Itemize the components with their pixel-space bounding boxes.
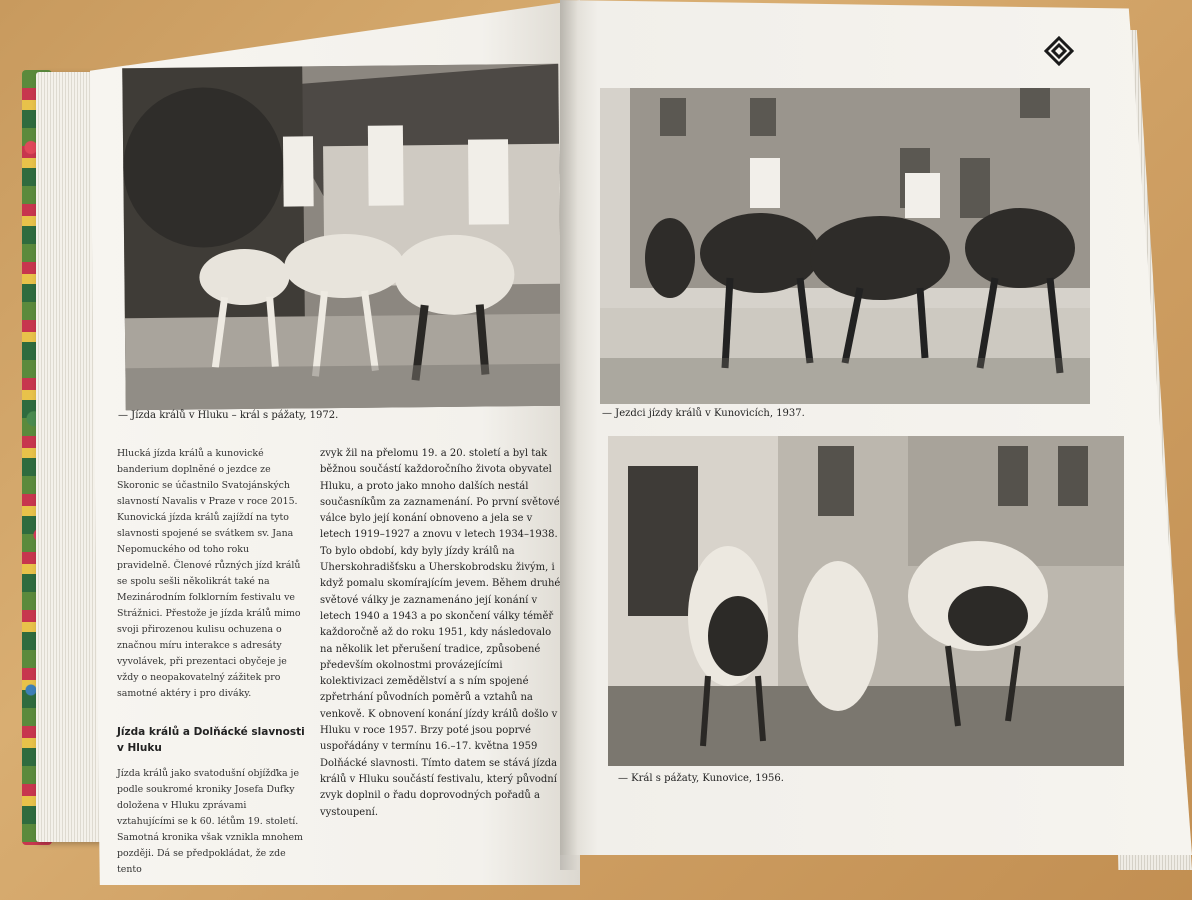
paragraph-dufka: Jízda králů jako svatodušní objížďka je podle soukromé kroniky Josefa Dufky doložena v Hluku zprávami vztahujícími se k 60. létům 19. století. Samotná kronika však vznikla mnohem později. Dá se předpokládat, že zde tento	[117, 768, 303, 875]
photo-caption-1937: — Jezdci jízdy králů v Kunovicích, 1937.	[602, 408, 805, 419]
text-column-2	[320, 446, 566, 821]
photo-kunovice-king-1956	[608, 436, 1124, 766]
section-heading: Jízda králů a Dolňácké slavnosti v Hluku	[117, 726, 305, 754]
photo-caption-1956: — Král s pážaty, Kunovice, 1956.	[618, 773, 784, 784]
photo-hluk-king-1972	[122, 64, 562, 411]
text-column-1	[117, 446, 305, 878]
paragraph-history: zvyk žil na přelomu 19. a 20. století a byl tak běžnou součástí každoročního života obyvatel Hluku, a proto jako mnoho dalších nestál současníkům za zaznamenání. Po první světové válce bylo její konání obnoveno a jela se v letech 1919–1927 a znovu v letech 1934–1938. To bylo období, kdy byly jízdy králů na Uherskohradišťsku a Uherskobrodsku živým, i když pomalu skomírajícím jevem. Během druhé světové války je zaznamenáno její konání v letech 1940 a 1943 a po skončení války téměř každoročně až do roku 1951, kdy následovalo na několik let přerušení tradice, způsobené především okolnostmi provázejícími kolektivizaci zemědělství a s ním spojené zpřetrhání původních poměrů a vztahů na venkově. K obnovení konání jízdy králů došlo v Hluku v roce 1957. Brzy poté jsou poprvé uspořádány v termínu 16.–17. května 1959 Dolňácké slavnosti. Tímto datem se stává jízda králů v Hluku součástí festivalu, který původní zvyk doplnil o řadu doprovodných pořadů a vystoupení.	[320, 448, 561, 818]
paragraph-navalis: Hlucká jízda králů a kunovické banderium doplněné o jezdce ze Skoronic se účastnilo Svatojánských slavností Navalis v Praze v roce 2015. Kunovická jízda králů zajíždí na tyto slavnosti spojené se svátkem sv. Jana Nepomuckého od toho roku pravidelně. Členové různých jízd králů se spolu sešli několikrát také na Mezinárodním folklorním festivalu ve Strážnici. Přestože je jízda králů mimo svoji přirozenou kulisu ochuzena o značnou míru interakce s adresáty vyvolávek, při prezentaci obyčeje je vždy o neopakovatelný zážitek pro samotné aktéry i pro diváky.	[117, 448, 301, 699]
photo-caption-1972: — Jízda králů v Hluku – král s pážaty, 1972.	[118, 410, 339, 421]
photo-kunovice-riders-1937	[600, 88, 1090, 404]
diamond-logo-icon	[1044, 36, 1074, 66]
book-gutter	[560, 0, 578, 870]
